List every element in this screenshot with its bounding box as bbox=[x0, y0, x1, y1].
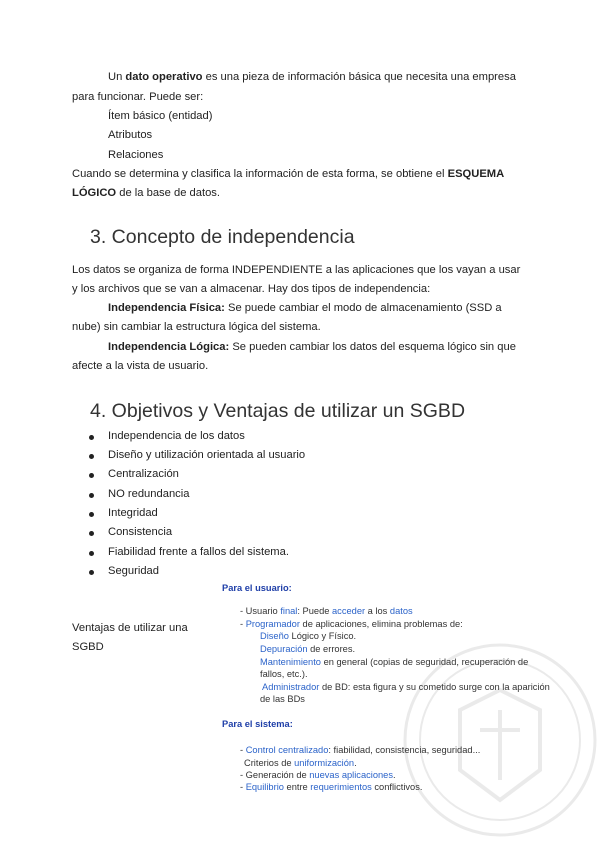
intro-item: Atributos bbox=[108, 129, 153, 141]
fig-highlight: nuevas aplicaciones bbox=[309, 770, 393, 780]
intro-line-1 bbox=[108, 68, 516, 88]
figure-line bbox=[240, 769, 396, 781]
independencia-logica-line bbox=[108, 338, 516, 358]
fig-highlight: requerimientos bbox=[310, 782, 372, 792]
fig-text: Lógico y Físico. bbox=[288, 631, 357, 641]
fig-highlight: Control centralizado bbox=[245, 745, 329, 755]
fig-highlight: Diseño bbox=[260, 631, 289, 641]
fig-text: conflictivos. bbox=[371, 782, 423, 792]
fig-text: - Usuario bbox=[240, 606, 281, 616]
figure-line bbox=[240, 781, 422, 793]
figure-line bbox=[240, 605, 413, 617]
figure-line bbox=[244, 757, 357, 769]
ventajas-side-label: SGBD bbox=[72, 641, 104, 653]
fig-highlight: datos bbox=[389, 606, 413, 616]
independencia-fisica-line bbox=[108, 299, 502, 319]
para-el-sistema-heading: Para el sistema: bbox=[222, 719, 293, 729]
fig-highlight: Depuración bbox=[260, 644, 308, 654]
figure-line bbox=[260, 656, 528, 668]
bullet-item: Integridad bbox=[108, 507, 158, 519]
fig-text: . bbox=[393, 770, 396, 780]
fig-text: . bbox=[354, 758, 357, 768]
intro-line-4 bbox=[72, 184, 220, 204]
section-3-heading: 3. Concepto de independencia bbox=[90, 226, 355, 248]
intro-text: es una pieza de información básica que necesita una empresa bbox=[202, 71, 516, 83]
ventajas-figure bbox=[220, 578, 565, 800]
bullet-item: Fiabilidad frente a fallos del sistema. bbox=[108, 546, 289, 558]
fig-text: - bbox=[240, 782, 246, 792]
independencia-fisica-text: Se puede cambiar el modo de almacenamiento (SSD a bbox=[224, 302, 502, 314]
fig-text: : fiabilidad, consistencia, seguridad... bbox=[328, 745, 481, 755]
figure-line bbox=[240, 744, 480, 756]
independencia-logica-label: Independencia Lógica: bbox=[108, 341, 230, 353]
bullet-item: Independencia de los datos bbox=[108, 430, 245, 442]
bullet-icon bbox=[89, 493, 94, 498]
figure-line: de las BDs bbox=[260, 694, 305, 704]
logico-term: LÓGICO bbox=[72, 187, 117, 199]
fig-text: en general (copias de seguridad, recuperación de bbox=[320, 657, 529, 667]
fig-text: de errores. bbox=[307, 644, 356, 654]
section-4-heading: 4. Objetivos y Ventajas de utilizar un SGBD bbox=[90, 400, 466, 422]
dato-operativo-term: dato operativo bbox=[125, 71, 203, 83]
intro-line-3 bbox=[72, 165, 504, 185]
fig-text: de BD: esta figura y su cometido surge con la aparición bbox=[319, 682, 550, 692]
intro-text: de la base de datos. bbox=[116, 187, 221, 199]
independencia-fisica-label: Independencia Física: bbox=[108, 302, 225, 314]
fig-text: - bbox=[240, 619, 246, 629]
bullet-icon bbox=[89, 570, 94, 575]
bullet-item: Diseño y utilización orientada al usuario bbox=[108, 449, 306, 461]
fig-highlight: Programador bbox=[245, 619, 300, 629]
intro-text: Cuando se determina y clasifica la información de esta forma, se obtiene el bbox=[72, 168, 448, 180]
independencia-logica-line: afecte a la vista de usuario. bbox=[72, 360, 209, 372]
intro-text: Un bbox=[108, 71, 126, 83]
section-3-para-line: y los archivos que se van a almacenar. Hay dos tipos de independencia: bbox=[72, 283, 431, 295]
bullet-icon bbox=[89, 512, 94, 517]
fig-highlight: uniformización bbox=[294, 758, 355, 768]
intro-item: Ítem básico (entidad) bbox=[108, 110, 213, 122]
fig-highlight: Mantenimiento bbox=[260, 657, 321, 667]
fig-text: Criterios de bbox=[244, 758, 295, 768]
fig-highlight: final bbox=[280, 606, 298, 616]
fig-text: a los bbox=[365, 606, 390, 616]
figure-line bbox=[260, 630, 356, 642]
intro-line-2: para funcionar. Puede ser: bbox=[72, 91, 204, 103]
esquema-term: ESQUEMA bbox=[447, 168, 505, 180]
bullet-item: Consistencia bbox=[108, 526, 173, 538]
bullet-item: Seguridad bbox=[108, 565, 160, 577]
intro-item: Relaciones bbox=[108, 149, 164, 161]
fig-highlight: Administrador bbox=[262, 682, 320, 692]
fig-highlight: acceder bbox=[332, 606, 366, 616]
figure-line: fallos, etc.). bbox=[260, 669, 308, 679]
figure-line bbox=[260, 643, 355, 655]
fig-highlight: Equilibrio bbox=[245, 782, 284, 792]
figure-line bbox=[262, 681, 550, 693]
bullet-icon bbox=[89, 435, 94, 440]
section-3-para-line: Los datos se organiza de forma INDEPENDIENTE a las aplicaciones que los vayan a usar bbox=[72, 264, 521, 276]
independencia-logica-text: Se pueden cambiar los datos del esquema lógico sin que bbox=[229, 341, 516, 353]
bullet-icon bbox=[89, 531, 94, 536]
bullet-icon bbox=[89, 454, 94, 459]
fig-text: - bbox=[240, 745, 246, 755]
bullet-item: Centralización bbox=[108, 468, 179, 480]
fig-text: entre bbox=[283, 782, 311, 792]
fig-text: de aplicaciones, elimina problemas de: bbox=[299, 619, 463, 629]
bullet-icon bbox=[89, 473, 94, 478]
bullet-icon bbox=[89, 551, 94, 556]
figure-line bbox=[240, 618, 463, 630]
ventajas-side-label: Ventajas de utilizar una bbox=[72, 622, 188, 634]
fig-text: : Puede bbox=[297, 606, 333, 616]
fig-text: - Generación de bbox=[240, 770, 310, 780]
para-el-usuario-heading: Para el usuario: bbox=[222, 583, 292, 593]
bullet-item: NO redundancia bbox=[108, 488, 190, 500]
independencia-fisica-line: nube) sin cambiar la estructura lógica del sistema. bbox=[72, 321, 321, 333]
